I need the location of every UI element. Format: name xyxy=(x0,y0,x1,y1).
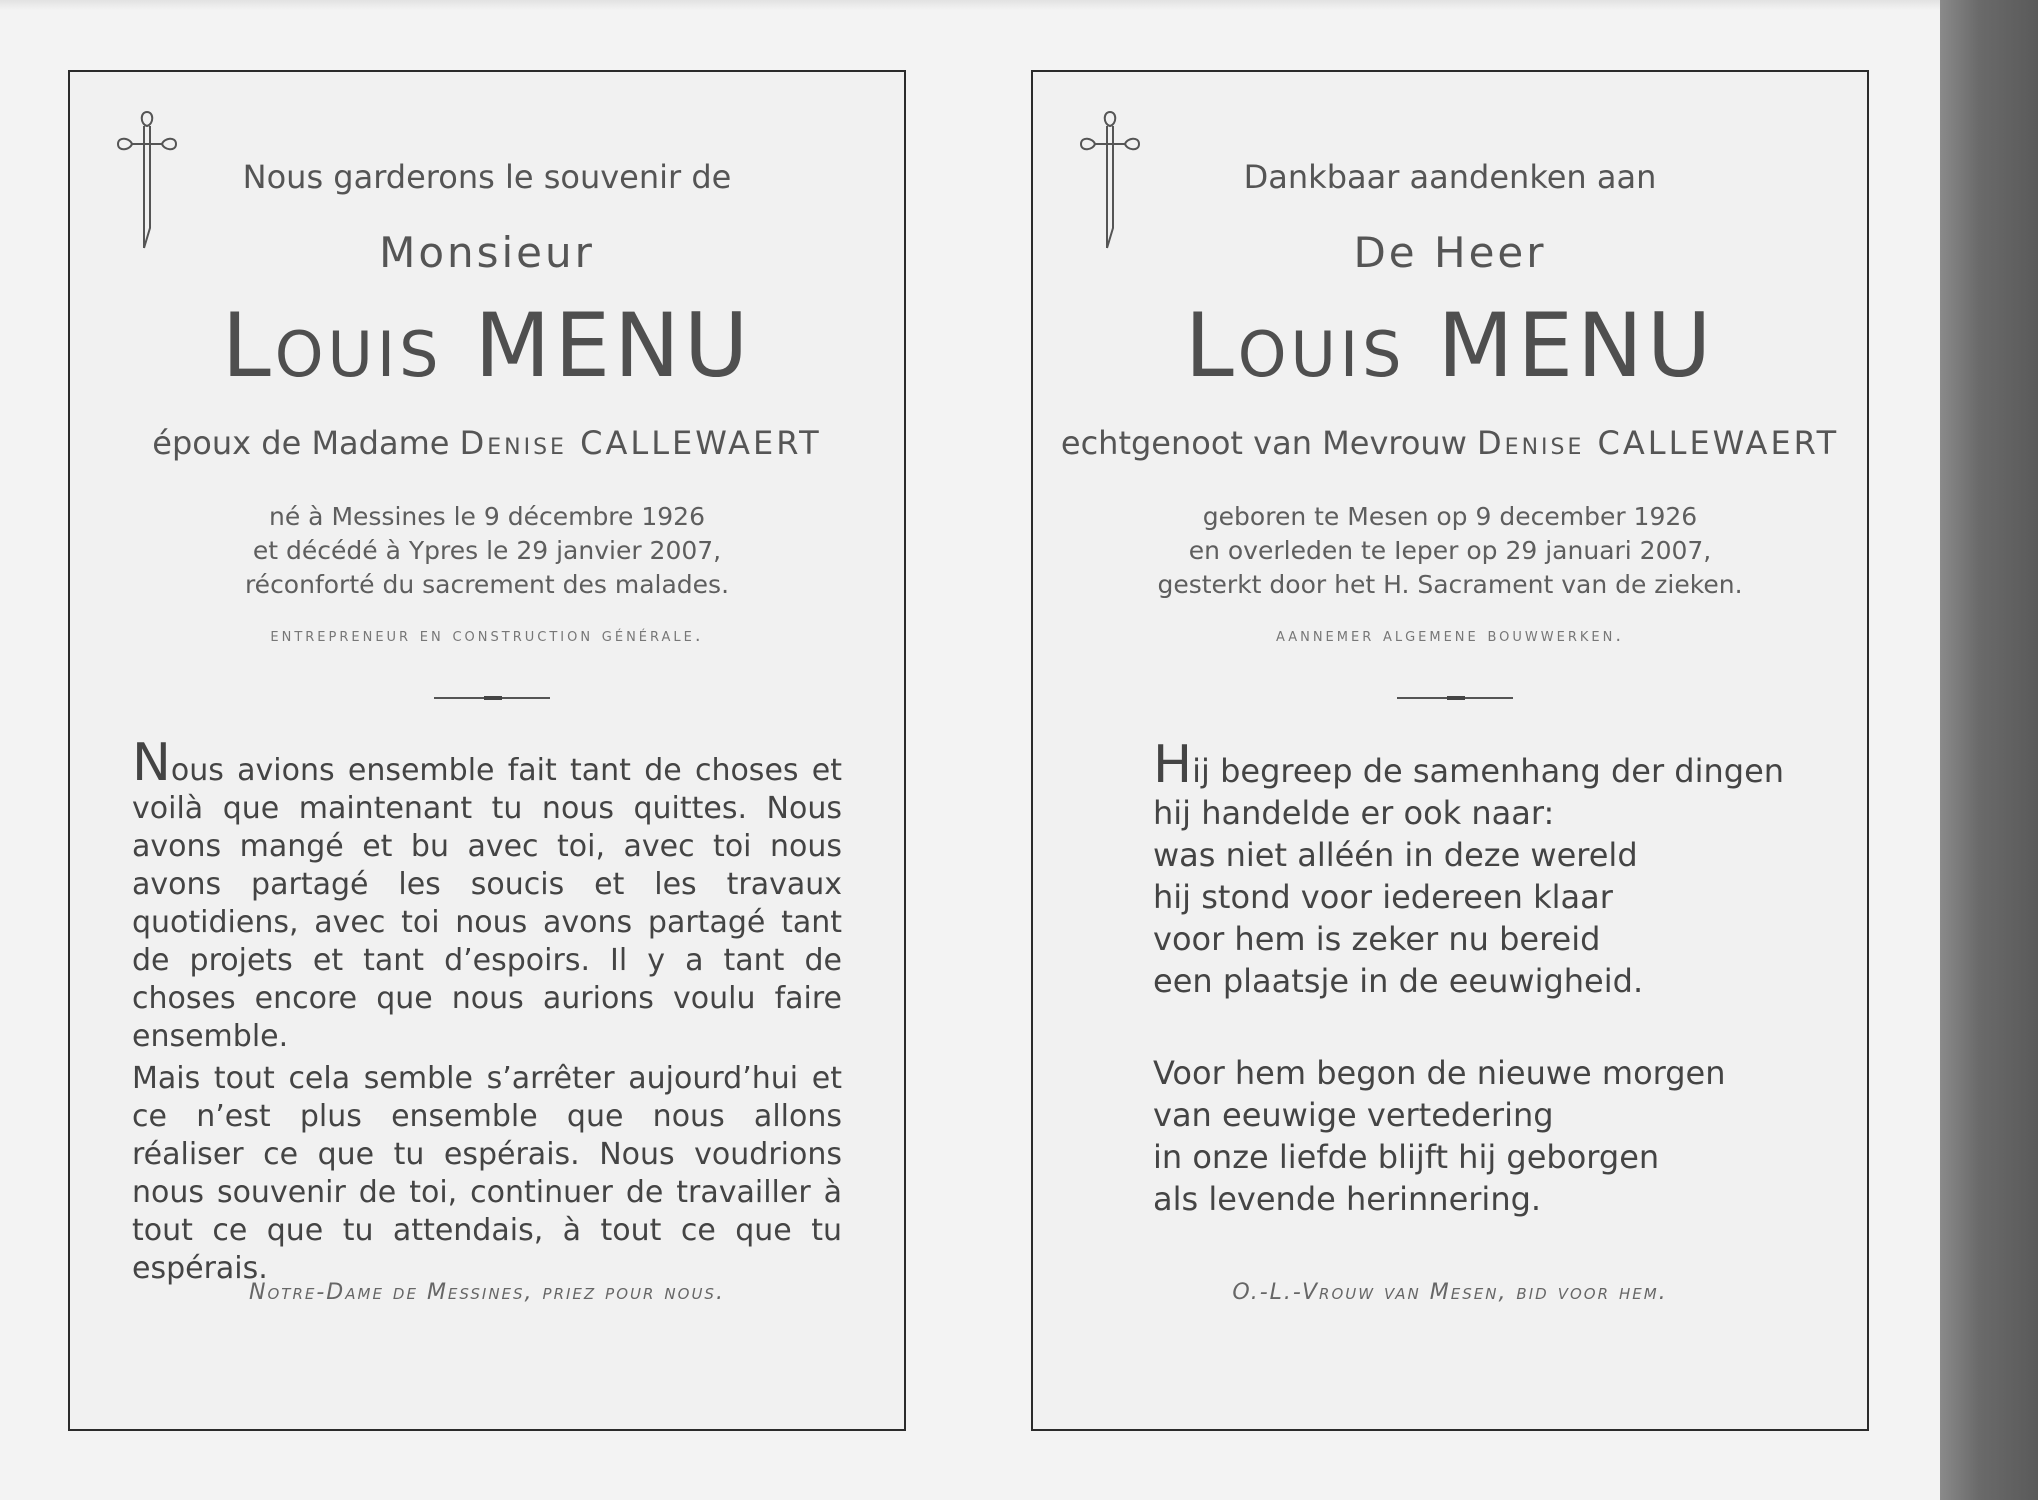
scan-shadow xyxy=(1940,0,2038,1500)
birth-line: geboren te Mesen op 9 december 1926 xyxy=(1202,502,1698,531)
birth-line: né à Messines le 9 décembre 1926 xyxy=(269,502,705,531)
spouse-prefix: echtgenoot van Mevrouw xyxy=(1060,424,1467,462)
first-name: Louis xyxy=(221,294,443,397)
profession: entrepreneur en construction générale. xyxy=(270,625,704,646)
spouse-name: Denise CALLEWAERT xyxy=(459,424,822,462)
sacrament-line: gesterkt door het H. Sacrament van de zieken. xyxy=(1157,570,1743,599)
dropcap: N xyxy=(132,733,171,793)
spouse-line xyxy=(1033,424,1867,462)
poem-line: als levende herinnering. xyxy=(1153,1180,1542,1218)
paragraph-1-text: ous avions ensemble fait tant de choses et voilà que maintenant tu nous quittes. Nous avons mangé et bu avec toi, avec toi nous avons partagé les soucis et les travaux quotidiens, avec toi nous avons partagé tant de projets et tant d’espoirs. Il y a tant de choses encore que nous aurions voulu faire ensemble. xyxy=(132,753,842,1054)
poem-stanza-2 xyxy=(1153,1052,1726,1220)
deceased-name xyxy=(70,294,904,397)
dates-block xyxy=(1033,500,1867,602)
first-name: Louis xyxy=(1184,294,1406,397)
honorific: De Heer xyxy=(1353,228,1547,277)
prayer-line: Notre-Dame de Messines, priez pour nous. xyxy=(249,1280,725,1305)
poem-stanza-1 xyxy=(1153,735,1785,1002)
poem-line: Hij begreep de samenhang der dingen xyxy=(1153,735,1785,795)
paragraph-1 xyxy=(132,733,842,1056)
poem-line: voor hem is zeker nu bereid xyxy=(1153,920,1601,958)
ornament-divider xyxy=(1397,697,1513,699)
death-line: en overleden te Ieper op 29 januari 2007, xyxy=(1188,536,1712,565)
spouse-line xyxy=(70,424,904,462)
deceased-name xyxy=(1033,294,1867,397)
last-name: MENU xyxy=(474,294,753,397)
dropcap: H xyxy=(1153,735,1193,795)
paragraph-2 xyxy=(132,1060,842,1288)
honorific: Monsieur xyxy=(379,228,595,277)
intro-text: Nous garderons le souvenir de xyxy=(242,158,732,196)
spouse-prefix: époux de Madame xyxy=(152,424,450,462)
paragraph-2-text: Mais tout cela semble s’arrêter aujourd’hui et ce n’est plus ensemble que nous allons réaliser ce que tu espérais. Nous voudrions nous souvenir de toi, continuer de travailler à tout ce que tu attendais, à tout ce que tu espérais. xyxy=(132,1061,842,1286)
right-card-dutch xyxy=(1031,70,1869,1431)
poem-line: Voor hem begon de nieuwe morgen xyxy=(1153,1054,1726,1092)
ornament-divider xyxy=(434,697,550,699)
profession: aannemer algemene bouwwerken. xyxy=(1275,625,1625,646)
top-edge xyxy=(0,0,1940,10)
spouse-name: Denise CALLEWAERT xyxy=(1477,424,1840,462)
death-line: et décédé à Ypres le 29 janvier 2007, xyxy=(252,536,722,565)
poem-line: van eeuwige vertedering xyxy=(1153,1096,1554,1134)
sacrament-line: réconforté du sacrement des malades. xyxy=(244,570,730,599)
poem-line: een plaatsje in de eeuwigheid. xyxy=(1153,962,1644,1000)
intro-text: Dankbaar aandenken aan xyxy=(1243,158,1657,196)
last-name: MENU xyxy=(1437,294,1716,397)
poem-line: in onze liefde blijft hij geborgen xyxy=(1153,1138,1660,1176)
poem-line: was niet alléén in deze wereld xyxy=(1153,836,1638,874)
dates-block xyxy=(70,500,904,602)
poem-line: hij handelde er ook naar: xyxy=(1153,794,1555,832)
prayer-line: O.-L.-Vrouw van Mesen, bid voor hem. xyxy=(1232,1280,1668,1305)
poem-line: hij stond voor iedereen klaar xyxy=(1153,878,1613,916)
left-card-french xyxy=(68,70,906,1431)
